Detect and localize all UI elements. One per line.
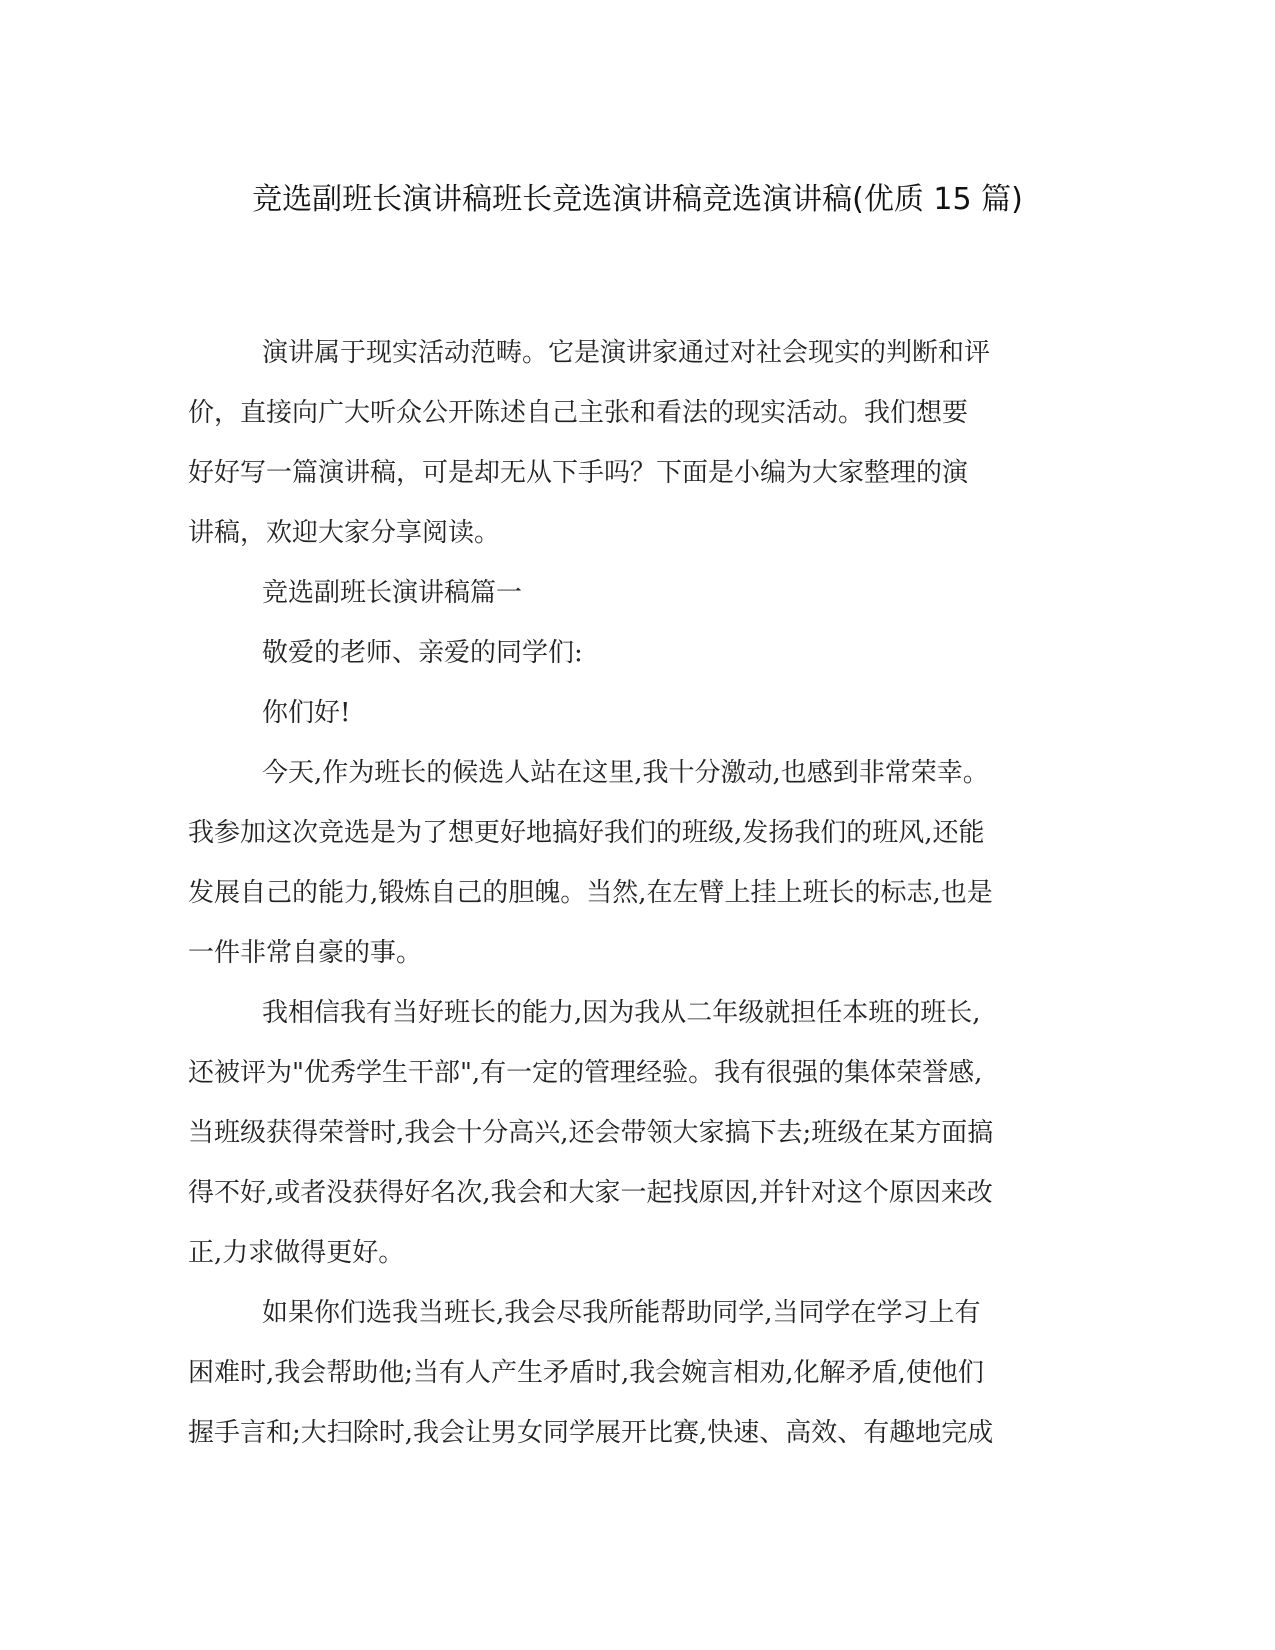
text-line: 发展自己的能力,锻炼自己的胆魄。当然,在左臂上挂上班长的标志,也是 [188, 878, 993, 908]
document-title: 竞选副班长演讲稿班长竞选演讲稿竞选演讲稿(优质 15 篇) [252, 182, 1023, 217]
text-line: 我参加这次竞选是为了想更好地搞好我们的班级,发扬我们的班风,还能 [188, 818, 985, 848]
text-line: 今天,作为班长的候选人站在这里,我十分激动,也感到非常荣幸。 [262, 758, 989, 788]
text-line: 讲稿，欢迎大家分享阅读。 [188, 518, 501, 548]
text-line: 握手言和;大扫除时,我会让男女同学展开比赛,快速、高效、有趣地完成 [188, 1418, 994, 1448]
greeting: 你们好! [262, 698, 351, 728]
salutation: 敬爱的老师、亲爱的同学们: [262, 638, 583, 668]
text-line: 还被评为"优秀学生干部",有一定的管理经验。我有很强的集体荣誉感, [188, 1058, 983, 1088]
text-line: 当班级获得荣誉时,我会十分高兴,还会带领大家搞下去;班级在某方面搞 [188, 1118, 994, 1148]
text-line: 正,力求做得更好。 [188, 1238, 405, 1268]
document-body [188, 323, 1068, 1463]
text-line: 我相信我有当好班长的能力,因为我从二年级就担任本班的班长, [262, 998, 981, 1028]
text-line: 一件非常自豪的事。 [188, 938, 423, 968]
text-line: 得不好,或者没获得好名次,我会和大家一起找原因,并针对这个原因来改 [188, 1178, 993, 1208]
text-line: 价，直接向广大听众公开陈述自己主张和看法的现实活动。我们想要 [188, 398, 969, 428]
text-line: 困难时,我会帮助他;当有人产生矛盾时,我会婉言相劝,化解矛盾,使他们 [188, 1358, 984, 1388]
text-line: 如果你们选我当班长,我会尽我所能帮助同学,当同学在学习上有 [262, 1298, 981, 1328]
section-heading: 竞选副班长演讲稿篇一 [262, 578, 523, 608]
text-line: 演讲属于现实活动范畴。它是演讲家通过对社会现实的判断和评 [262, 338, 991, 368]
text-line: 好好写一篇演讲稿，可是却无从下手吗？下面是小编为大家整理的演 [188, 458, 969, 488]
